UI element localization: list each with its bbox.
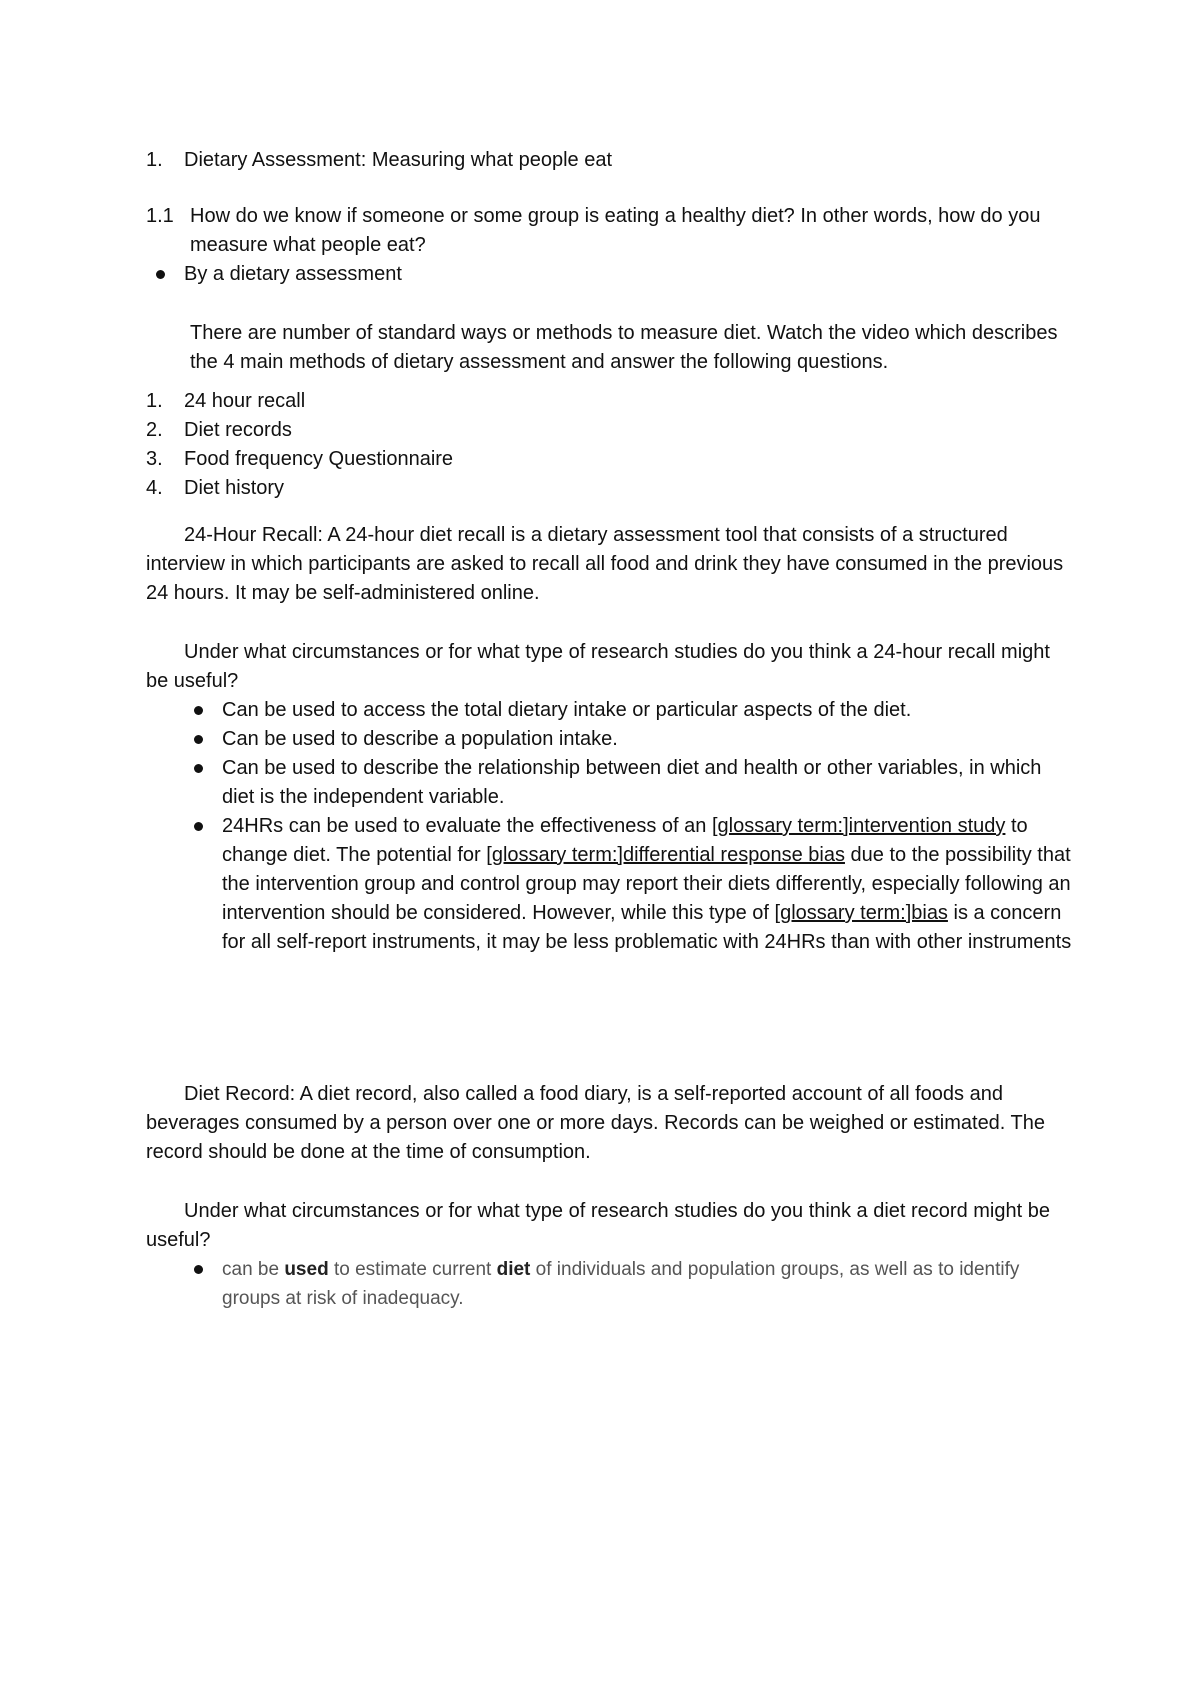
list-item <box>184 696 1076 725</box>
list-number: 2. <box>146 419 163 441</box>
answer-text-part: due to the possibility that the intervention group and control group may report their diets differently, especially following an intervention should be considered. However, while this type of <box>222 844 1071 924</box>
bullet-icon <box>184 812 222 957</box>
answer-text-part: can be <box>222 1259 285 1280</box>
list-item <box>146 445 1076 474</box>
bullet-icon <box>184 1255 222 1313</box>
methods-list <box>146 387 1076 503</box>
list-item <box>184 754 1076 812</box>
answer-text-part: 24HRs can be used to evaluate the effectiveness of an <box>222 815 712 837</box>
list-item <box>184 1255 1076 1313</box>
question-number: 1.1 <box>146 205 174 227</box>
answer-text <box>222 1255 1076 1313</box>
record-question: Under what circumstances or for what type of research studies do you think a diet record might be useful? <box>146 1200 1050 1251</box>
list-item <box>184 725 1076 754</box>
section-title: Dietary Assessment: Measuring what people eat <box>184 149 612 171</box>
answer-text: Can be used to access the total dietary intake or particular aspects of the diet. <box>222 699 912 721</box>
answer-text: Can be used to describe the relationship between diet and health or other variables, in which diet is the independent variable. <box>222 757 1042 808</box>
recall-question: Under what circumstances or for what type of research studies do you think a 24-hour recall might be useful? <box>146 641 1050 692</box>
document-body <box>146 146 1076 1313</box>
spacer <box>146 957 1076 1080</box>
record-answer-list <box>184 1255 1076 1313</box>
method-label: Diet records <box>184 419 292 441</box>
question-text: How do we know if someone or some group is eating a healthy diet? In other words, how do you measure what people eat? <box>190 205 1041 256</box>
answer-bold-term: diet <box>496 1259 531 1280</box>
recall-answer-list <box>184 696 1076 957</box>
answer-bold-term: used <box>284 1259 329 1280</box>
answer-text: By a dietary assessment <box>184 263 402 285</box>
method-label: Food frequency Questionnaire <box>184 448 454 470</box>
record-definition: Diet Record: A diet record, also called a food diary, is a self-reported account of all foods and beverages consumed by a person over one or more days. Records can be weighed or estimated. The record should be done at the time of consumption. <box>146 1083 1046 1163</box>
list-item <box>184 812 1076 957</box>
glossary-link-intervention-study[interactable]: [glossary term:]intervention study <box>711 815 1006 837</box>
method-label: Diet history <box>184 477 285 499</box>
list-item <box>146 416 1076 445</box>
answer-text-part: to estimate current <box>328 1259 497 1280</box>
list-item <box>146 387 1076 416</box>
bullet-icon <box>184 696 222 725</box>
glossary-link-bias[interactable]: [glossary term:]bias <box>774 902 948 924</box>
recall-definition: 24-Hour Recall: A 24-hour diet recall is a dietary assessment tool that consists of a structured interview in which participants are asked to recall all food and drink they have consumed in the previous 24 hours. It may be self-administered online. <box>146 524 1064 604</box>
bullet-icon <box>146 260 184 289</box>
intro-paragraph: There are number of standard ways or methods to measure diet. Watch the video which describes the 4 main methods of dietary assessment and answer the following questions. <box>190 322 1058 373</box>
section-heading <box>146 146 1076 175</box>
list-item <box>146 260 1076 289</box>
question-answer-list <box>146 260 1076 289</box>
list-number: 1. <box>146 390 163 412</box>
answer-text-part: is a concern for all self-report instruments, it may be less problematic with 24HRs than with other instruments <box>222 902 1072 953</box>
list-number: 4. <box>146 477 163 499</box>
question-1-1 <box>146 202 1076 260</box>
method-label: 24 hour recall <box>184 390 306 412</box>
glossary-link-differential-response-bias[interactable]: [glossary term:]differential response bias <box>486 844 845 866</box>
answer-text <box>222 812 1076 957</box>
answer-text: Can be used to describe a population intake. <box>222 728 618 750</box>
list-item <box>146 474 1076 503</box>
bullet-icon <box>184 754 222 812</box>
section-number: 1. <box>146 149 163 171</box>
list-number: 3. <box>146 448 163 470</box>
bullet-icon <box>184 725 222 754</box>
answer-text-part: to change diet. The potential for <box>222 815 1028 866</box>
answer-text-part: of individuals and population groups, as well as to identify groups at risk of inadequacy. <box>222 1259 1020 1309</box>
